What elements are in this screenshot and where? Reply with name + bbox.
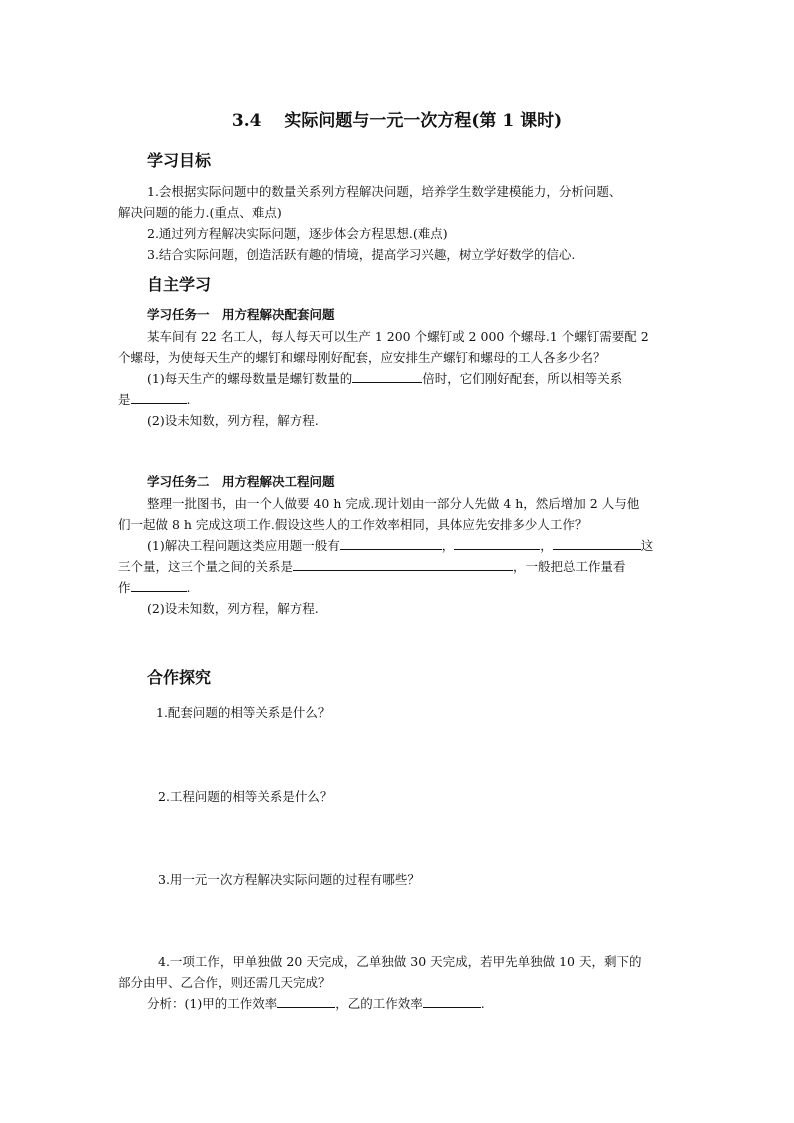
cooperation-heading: 合作探究: [147, 668, 212, 687]
objective-1-line-1: 1.会根据实际问题中的数量关系列方程解决问题，培养学生数学建模能力，分析问题、: [147, 184, 622, 199]
task-2-question-1-end: [118, 577, 191, 598]
task-2-q1-blank-2[interactable]: [454, 536, 540, 550]
task-1-q1-blank-2[interactable]: [131, 390, 187, 404]
task-1-q1-text-a: (1)每天生产的螺母数量是螺钉数量的: [147, 371, 353, 386]
task-1-question-1: [147, 368, 622, 389]
task-1-question-1-cont: [118, 389, 191, 410]
task-2-q1-blank-1[interactable]: [340, 536, 442, 550]
objective-1-line-2: 解决问题的能力.(重点、难点): [118, 205, 282, 220]
task-1-q1-text-b: 倍时，它们刚好配套，所以相等关系: [422, 371, 623, 386]
analysis-text-a: 分析：(1)甲的工作效率: [147, 996, 278, 1011]
task-1-question-2: (2)设未知数，列方程，解方程.: [147, 413, 319, 428]
cooperation-question-4-line-2: 部分由甲、乙合作，则还需几天完成？: [118, 975, 331, 990]
task-2-q1-text-e: 三个量，这三个量之间的关系是: [118, 559, 294, 574]
task-2-q1-blank-4[interactable]: [293, 557, 513, 571]
analysis-line: [147, 993, 485, 1014]
task-2-heading: 学习任务二 用方程解决工程问题: [147, 474, 335, 489]
task-2-question-1: [147, 535, 653, 556]
task-2-q1-text-b: ，: [441, 538, 455, 553]
analysis-text-b: ，乙的工作效率: [335, 996, 423, 1011]
page-title: 3.4 实际问题与一元一次方程(第 1 课时): [231, 111, 563, 131]
task-1-q1-text-d: .: [186, 392, 191, 407]
objective-3: 3.结合实际问题，创造活跃有趣的情境，提高学习兴趣，树立学好数学的信心.: [147, 247, 576, 262]
task-2-line-2: 们一起做 8 h 完成这项工作.假设这些人的工作效率相同，具体应先安排多少人工作？: [118, 517, 588, 532]
task-2-question-1-cont: [118, 556, 626, 577]
analysis-blank-2[interactable]: [423, 994, 481, 1008]
task-2-q1-text-a: (1)解决工程问题这类应用题一般有: [147, 538, 340, 553]
objective-2: 2.通过列方程解决实际问题，逐步体会方程思想.(难点): [147, 226, 448, 241]
task-2-line-1: 整理一批图书，由一个人做要 40 h 完成.现计划由一部分人先做 4 h，然后增加 2 人与他: [147, 496, 640, 511]
task-2-q1-text-g: 作: [118, 580, 131, 595]
cooperation-question-3: 3.用一元一次方程解决实际问题的过程有哪些？: [158, 872, 420, 887]
task-2-q1-text-f: ，一般把总工作量看: [513, 559, 626, 574]
cooperation-question-2: 2.工程问题的相等关系是什么？: [158, 789, 333, 804]
task-2-q1-text-c: ，: [540, 538, 553, 553]
task-2-q1-text-h: .: [186, 580, 191, 595]
self-study-heading: 自主学习: [147, 275, 212, 294]
cooperation-question-1: 1.配套问题的相等关系是什么？: [156, 705, 331, 720]
analysis-blank-1[interactable]: [277, 994, 335, 1008]
task-2-q1-blank-5[interactable]: [131, 578, 187, 592]
task-2-question-2: (2)设未知数，列方程，解方程.: [147, 601, 319, 616]
task-1-heading: 学习任务一 用方程解决配套问题: [147, 307, 335, 322]
cooperation-question-4-line-1: 4.一项工作，甲单独做 20 天完成，乙单独做 30 天完成，若甲先单独做 10 天，剩下的: [158, 954, 642, 969]
analysis-text-c: .: [480, 996, 485, 1011]
task-1-line-2: 个螺母，为使每天生产的螺钉和螺母刚好配套，应安排生产螺钉和螺母的工人各多少名？: [118, 350, 606, 365]
objectives-heading: 学习目标: [147, 151, 212, 170]
task-1-q1-text-c: 是: [118, 392, 131, 407]
task-1-line-1: 某车间有 22 名工人，每人每天可以生产 1 200 个螺钉或 2 000 个螺母.1 个螺钉需要配 2: [147, 329, 649, 344]
task-1-q1-blank-1[interactable]: [352, 369, 422, 383]
task-2-q1-text-d: 这: [640, 538, 654, 553]
task-2-q1-blank-3[interactable]: [553, 536, 641, 550]
